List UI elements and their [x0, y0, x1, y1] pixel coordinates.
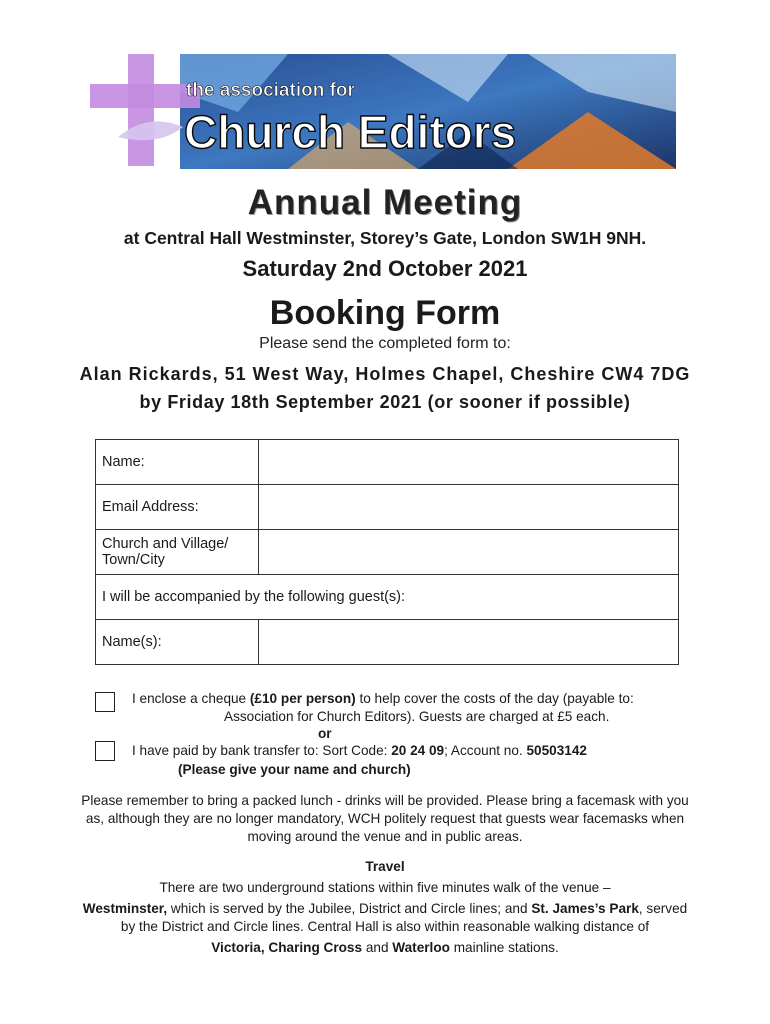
travel-line1: There are two underground stations within five minutes walk of the venue – — [159, 880, 611, 895]
travel-line3: by the District and Circle lines. Central Hall is also within reasonable walking distance of — [120, 919, 650, 934]
return-deadline: by Friday 18th September 2021 (or sooner if possible) — [139, 392, 631, 412]
cheque-text: I enclose a cheque (£10 per person) to help cover the costs of the day (payable to: — [132, 691, 634, 706]
booking-form-table — [95, 439, 679, 665]
travel-heading: Travel — [365, 859, 405, 874]
cheque-checkbox[interactable] — [95, 692, 115, 712]
or-text: or — [318, 726, 332, 741]
lunch-note-line3: moving around the venue and in public areas. — [247, 829, 523, 844]
church-label-line2: Town/City — [102, 552, 165, 568]
bank-transfer-note: (Please give your name and church) — [178, 762, 411, 777]
form-title: Booking Form — [269, 294, 501, 332]
name-field[interactable] — [259, 440, 679, 485]
church-field[interactable] — [259, 530, 679, 575]
bank-transfer-text: I have paid by bank transfer to: Sort Code: 20 24 09; Account no. 50503142 — [132, 743, 587, 758]
meeting-date: Saturday 2nd October 2021 — [242, 256, 528, 281]
meeting-title: Annual Meeting — [247, 183, 523, 222]
guests-label: I will be accompanied by the following guest(s): — [96, 575, 679, 620]
association-logo-banner — [88, 52, 678, 172]
guest-names-label: Name(s): — [96, 620, 259, 665]
church-label-line1: Church and Village/ — [102, 536, 229, 552]
lunch-note-line2: as, although they are no longer mandatory, WCH politely request that guests wear facemasks when — [85, 811, 685, 826]
name-label: Name: — [96, 440, 259, 485]
lunch-note-line1: Please remember to bring a packed lunch - drinks will be provided. Please bring a facemask with you — [81, 793, 689, 808]
logo-line2: Church Editors — [184, 106, 517, 158]
venue-address: at Central Hall Westminster, Storey’s Gate, London SW1H 9NH. — [123, 228, 647, 248]
return-address: Alan Rickards, 51 West Way, Holmes Chapel, Cheshire CW4 7DG — [79, 364, 691, 384]
church-label — [96, 530, 259, 575]
send-instruction: Please send the completed form to: — [259, 335, 511, 352]
email-field[interactable] — [259, 485, 679, 530]
logo-line1: the association for — [186, 80, 355, 101]
travel-line4: Victoria, Charing Cross and Waterloo mainline stations. — [211, 940, 559, 955]
travel-line2: Westminster, which is served by the Jubilee, District and Circle lines; and St. James’s Park, served — [82, 901, 688, 916]
guest-names-field[interactable] — [259, 620, 679, 665]
bank-transfer-checkbox[interactable] — [95, 741, 115, 761]
cheque-text-line2: Association for Church Editors). Guests are charged at £5 each. — [224, 709, 610, 724]
email-label: Email Address: — [96, 485, 259, 530]
cross-icon — [128, 54, 154, 166]
